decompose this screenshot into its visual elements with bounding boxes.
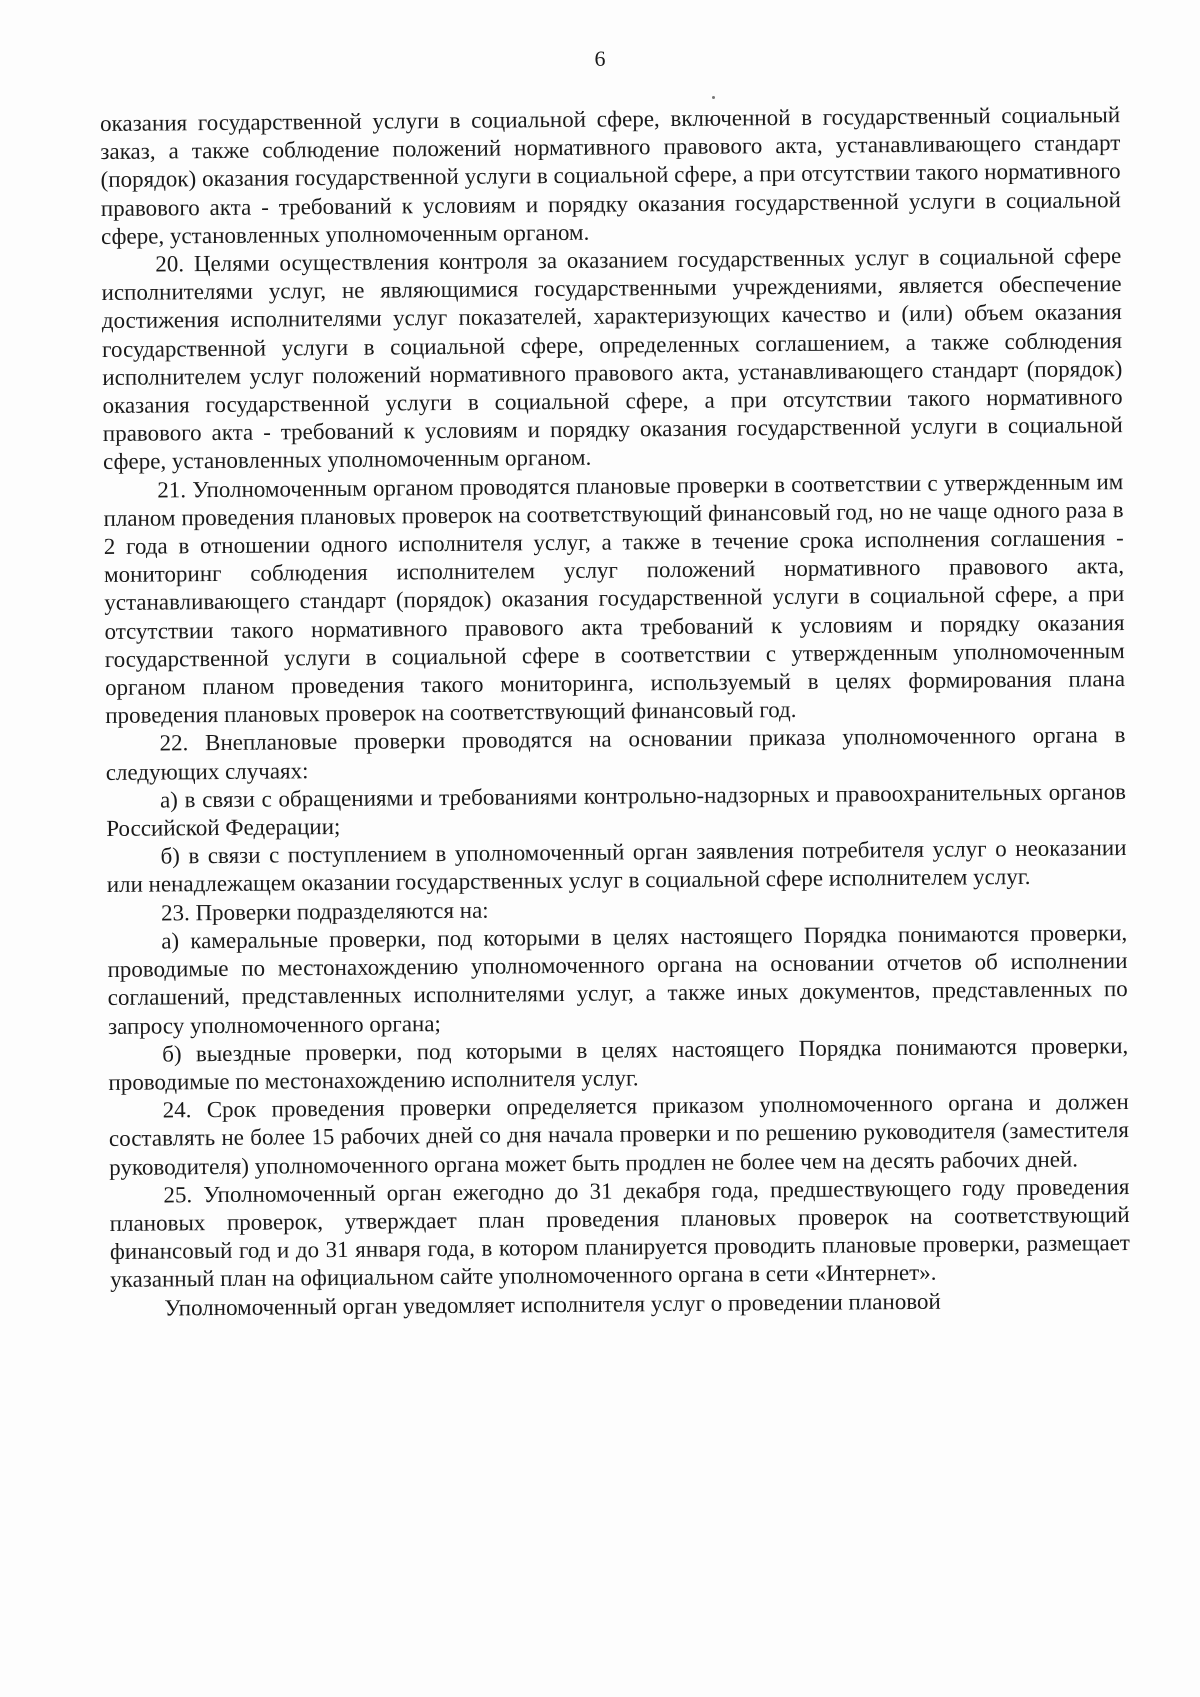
document-body: [100, 101, 1131, 1323]
paragraph: 22. Внеплановые проверки проводятся на основании приказа уполномоченного органа в следующих случаях:: [105, 722, 1126, 785]
paragraph: 20. Целями осуществления контроля за оказанием государственных услуг в социальной сфере исполнителями услуг, не являющимися государственными учреждениями, является обеспечение достижения исполнителями услуг показателей, характеризующих качество и (или) объем оказания государственной услуги в социальной сфере, определенных соглашением, а также соблюдения исполнителем услуг положений нормативного правового акта, устанавливающего стандарт (порядок) оказания государственной услуги в социальной сфере, а при отсутствии такого нормативного правового акта - требований к условиям и порядку оказания государственной услуги в социальной сфере, установленных уполномоченным органом.: [101, 243, 1123, 475]
paragraph: оказания государственной услуги в социальной сфере, включенной в государственный социальный заказ, а также соблюдение положений нормативного правового акта, устанавливающего стандарт (порядок) оказания государственной услуги в социальной сфере, а при отсутствии такого нормативного правового акта - требований к условиям и порядку оказания государственной услуги в социальной сфере, установленных уполномоченным органом.: [100, 102, 1121, 249]
paragraph: 21. Уполномоченным органом проводятся плановые проверки в соответствии с утвержденным им планом проведения плановых проверок на соответствующий финансовый год, но не чаще одного раза в 2 года в отношении одного исполнителя услуг, а также в течение срока исполнения соглашения - мониторинг соблюдения исполнителем услуг положений нормативного правового акта, устанавливающего стандарт (порядок) оказания государственной услуги в социальной сфере, а при отсутствии такого нормативного правового акта требований к условиям и порядку оказания государственной услуги в социальной сфере в соответствии с утвержденным уполномоченным органом планом проведения такого мониторинга, используемый в целях формирования плана проведения плановых проверок на соответствующий финансовый год.: [103, 468, 1126, 729]
paragraph: 23. Проверки подразделяются на:: [160, 897, 489, 926]
paragraph: 25. Уполномоченный орган ежегодно до 31 декабря года, предшествующего году проведения плановых проверок, утверждает план проведения плановых проверок на соответствующий финансовый год и до 31 января года, в котором планируется проводить плановые проверки, размещает указанный план на официальном сайте уполномоченного органа в сети «Интернет».: [109, 1173, 1131, 1293]
paragraph: б) в связи с поступлением в уполномоченный орган заявления потребителя услуг о неоказании или ненадлежащем оказании государственных услуг в социальной сфере исполнителем услуг.: [106, 835, 1127, 898]
paragraph: а) в связи с обращениями и требованиями контрольно-надзорных и правоохранительных органов Российской Федерации;: [106, 778, 1127, 842]
paragraph: б) выездные проверки, под которыми в целях настоящего Порядка понимаются проверки, проводимые по местонахождению исполнителя услуг.: [108, 1032, 1129, 1095]
page-number: 6: [594, 46, 606, 71]
paragraph: Уполномоченный орган уведомляет исполнителя услуг о проведении плановой: [164, 1288, 941, 1321]
paragraph: 24. Срок проведения проверки определяется приказом уполномоченного органа и должен составлять не более 15 рабочих дней со дня начала проверки и по решению руководителя (заместителя руководителя) уполномоченного органа может быть продлен не более чем на десять рабочих дней.: [108, 1089, 1130, 1180]
paragraph: а) камеральные проверки, под которыми в целях настоящего Порядка понимаются проверки, проводимые по местонахождению уполномоченного органа на основании отчетов об исполнении соглашений, представленных исполнителями услуг, а также иных документов, представленных по запросу уполномоченного органа;: [107, 919, 1128, 1039]
scan-speck: [712, 96, 715, 99]
